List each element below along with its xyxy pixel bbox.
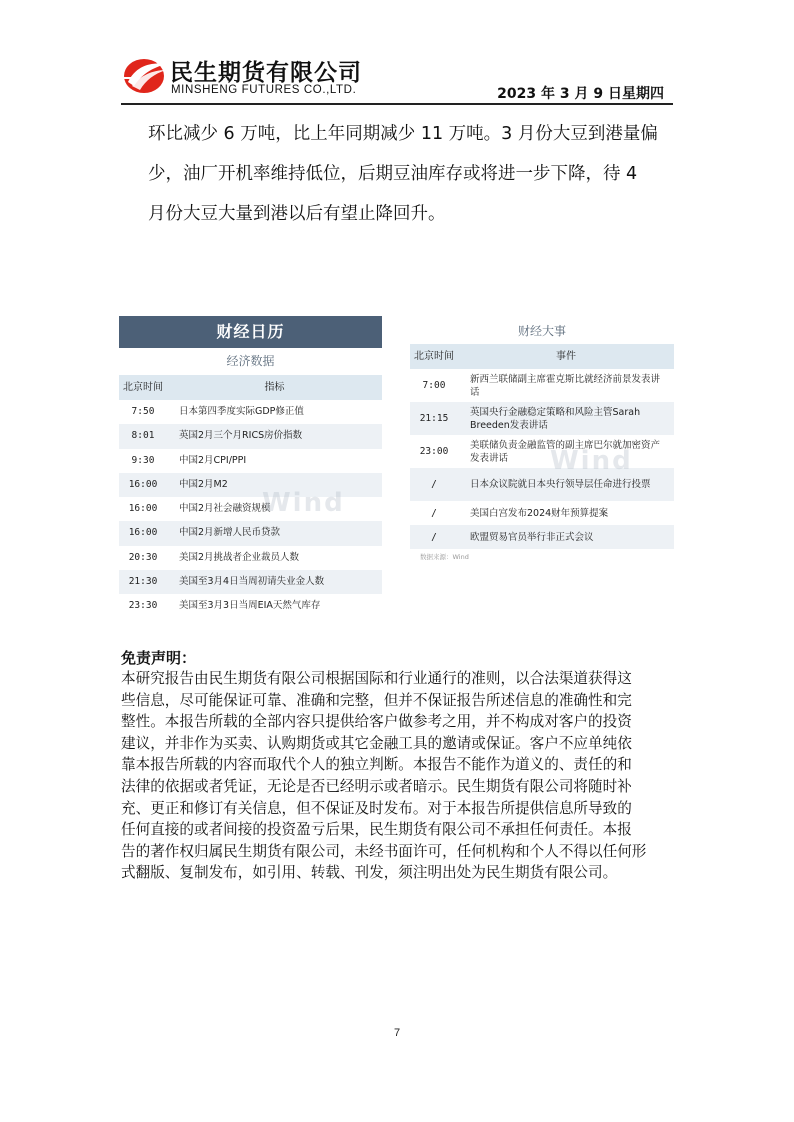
body-line: 环比减少 6 万吨，比上年同期减少 11 万吨。3 月份大豆到港量偏: [148, 124, 658, 144]
table-row: [410, 468, 674, 501]
row-event: 欧盟贸易官员举行非正式会议: [470, 531, 594, 543]
watermark: Wind: [550, 446, 633, 476]
row-indicator: 日本第四季度实际GDP修正值: [179, 406, 304, 417]
table-row: [119, 594, 382, 618]
row-time: 8:01: [131, 430, 155, 442]
report-date: 2023 年 3 月 9 日星期四: [497, 86, 664, 102]
row-time: 7:50: [131, 406, 155, 417]
disclaimer-line: 法律的依据或者凭证，无论是否已经明示或者暗示。民生期货有限公司将随时补: [121, 777, 632, 795]
row-event: 英国央行金融稳定策略和风险主管Sarah Breeden发表讲话: [470, 406, 641, 431]
row-time: 9:30: [131, 454, 155, 466]
row-time: /: [431, 507, 437, 519]
company-logo-icon: [122, 56, 168, 96]
row-event: 日本众议院就日本央行领导层任命进行投票: [470, 479, 651, 490]
disclaimer-line: 些信息，尽可能保证可靠、准确和完整，但并不保证报告所述信息的准确性和完: [121, 691, 632, 709]
disclaimer-title: 免责声明：: [121, 649, 197, 667]
disclaimer-line: 式翻版、复制发布，如引用、转载、刊发，须注明出处为民生期货有限公司。: [121, 864, 618, 882]
row-time: 23:00: [419, 446, 449, 457]
data-source-note: 数据来源：Wind: [420, 553, 469, 561]
calendar-title: 财经日历: [119, 316, 382, 348]
economic-calendar-panel: [119, 316, 382, 619]
table-row: [119, 546, 382, 570]
row-event: 新西兰联储副主席霍克斯比就经济前景发表讲话: [470, 373, 661, 398]
row-indicator: 英国2月三个月RICS房价指数: [179, 430, 303, 442]
row-time: 21:15: [419, 413, 449, 424]
row-indicator: 美国2月挑战者企业裁员人数: [179, 551, 300, 563]
table-row: [410, 501, 674, 525]
body-paragraph: [148, 114, 676, 234]
row-time: 16:00: [128, 503, 158, 515]
body-line: 少，油厂开机率维持低位，后期豆油库存或将进一步下降，待 4: [148, 164, 638, 184]
disclaimer-line: 整性。本报告所载的全部内容只提供给客户做参考之用，并不构成对客户的投资: [121, 713, 632, 731]
table-row: [119, 449, 382, 473]
row-time: 23:30: [128, 600, 158, 612]
disclaimer-body: [121, 668, 676, 884]
row-event: 美联储负责金融监管的副主席巴尔就加密资产发表讲话: [470, 439, 661, 464]
table-row: [119, 570, 382, 594]
table-row: [119, 424, 382, 448]
table-row: [119, 521, 382, 545]
row-time: /: [431, 479, 437, 490]
table-row: [410, 369, 674, 402]
row-time: 7:00: [422, 380, 446, 391]
disclaimer-line: 告的著作权归属民生期货有限公司，未经书面许可，任何机构和个人不得以任何形: [121, 842, 647, 860]
calendar-subtitle: 经济数据: [226, 354, 275, 368]
row-indicator: 美国至3月4日当周初请失业金人数: [179, 576, 325, 588]
row-event: 美国白宫发布2024财年预算提案: [470, 507, 609, 519]
disclaimer-line: 充、更正和修订有关信息，但不保证及时发布。对于本报告所提供信息所导致的: [121, 799, 632, 817]
disclaimer-line: 任何直接的或者间接的投资盈亏后果，民生期货有限公司不承担任何责任。本报: [121, 821, 632, 839]
events-table-header: [410, 344, 674, 369]
watermark: Wind: [262, 488, 345, 518]
row-time: 16:00: [128, 478, 158, 490]
row-indicator: 中国2月社会融资规模: [179, 503, 271, 515]
header-divider: [121, 103, 673, 105]
row-time: 16:00: [128, 527, 158, 539]
row-indicator: 中国2月新增人民币贷款: [179, 527, 281, 539]
row-indicator: 中国2月CPI/PPI: [179, 454, 247, 466]
company-name-en: MINSHENG FUTURES CO.,LTD.: [171, 84, 357, 96]
events-title: 财经大事: [517, 324, 566, 338]
events-table-body: [410, 369, 674, 549]
body-line: 月份大豆大量到港以后有望止降回升。: [148, 204, 446, 224]
financial-events-panel: [410, 316, 674, 561]
disclaimer-line: 建议，并非作为买卖、认购期货或其它金融工具的邀请或保证。客户不应单纯依: [121, 734, 632, 752]
row-indicator: 美国至3月3日当周EIA天然气库存: [179, 600, 321, 612]
row-time: 20:30: [128, 551, 158, 563]
table-row: [410, 402, 674, 435]
row-time: /: [431, 531, 437, 543]
disclaimer-line: 本研究报告由民生期货有限公司根据国际和行业通行的准则，以合法渠道获得这: [121, 670, 632, 687]
page-number: 7: [393, 1027, 401, 1039]
row-time: 21:30: [128, 576, 158, 588]
column-header-time: 北京时间: [414, 351, 454, 362]
row-indicator: 中国2月M2: [179, 478, 228, 490]
disclaimer-line: 靠本报告所载的内容而取代个人的独立判断。本报告不能作为道义的、责任的和: [121, 756, 632, 774]
column-header-event: 事件: [556, 351, 576, 362]
table-row: [119, 400, 382, 424]
table-row: [410, 525, 674, 549]
column-header-indicator: 指标: [264, 382, 285, 393]
company-logo: [122, 52, 372, 102]
column-header-time: 北京时间: [123, 382, 163, 393]
company-name-cn: 民生期货有限公司: [170, 60, 362, 86]
calendar-table-header: [119, 375, 382, 400]
table-row: [410, 435, 674, 468]
